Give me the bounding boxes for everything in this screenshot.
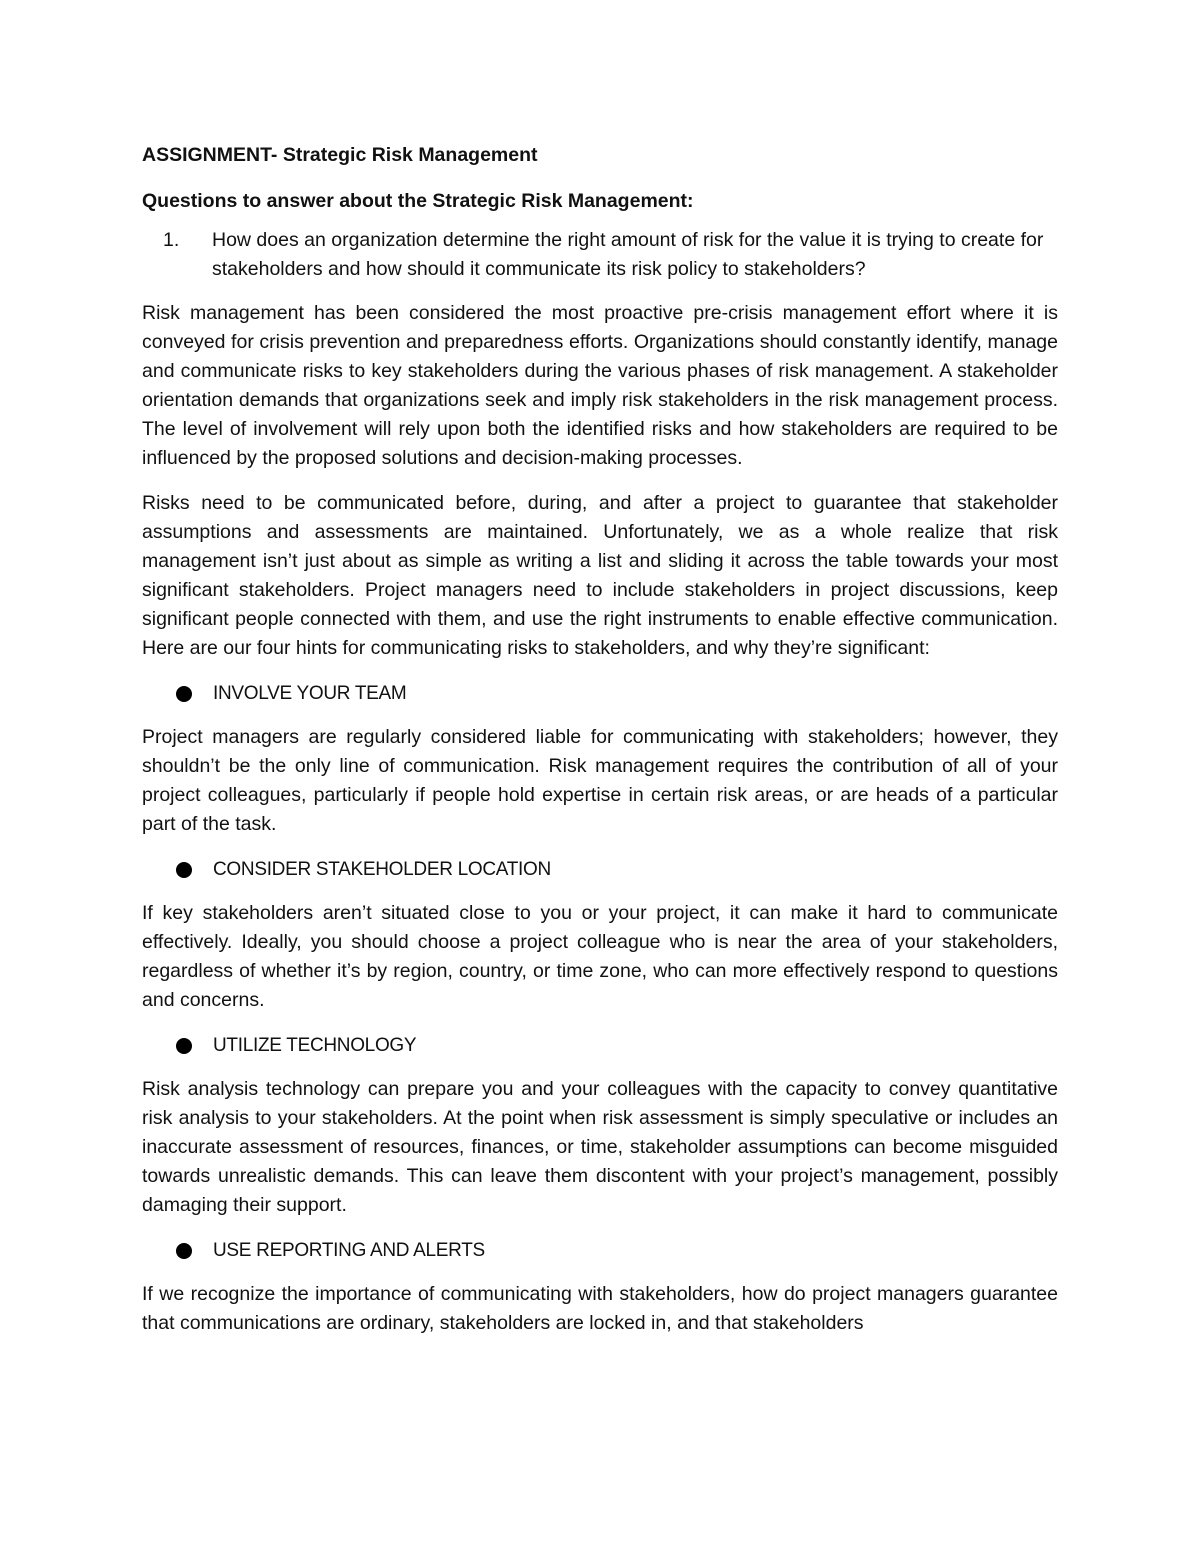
bullet-heading-text: CONSIDER STAKEHOLDER LOCATION	[213, 859, 551, 880]
bullet-dot-icon	[176, 1038, 192, 1054]
bullet-heading-utilize-technology	[142, 1031, 1058, 1061]
question-text: How does an organization determine the right amount of risk for the value it is trying to create for stakeholders and how should it communicate its risk policy to stakeholders?	[212, 229, 1044, 280]
section-paragraph-utilize-technology: Risk analysis technology can prepare you and your colleagues with the capacity to convey quantitative risk analysis to your stakeholders. At the point when risk assessment is simply speculative or includes an inaccurate assessment of resources, finances, or time, stakeholder assumptions can become misguided towards unrealistic demands. This can leave them discontent with your project’s management, possibly damaging their support.	[142, 1078, 1058, 1216]
bullet-dot-icon	[176, 686, 192, 702]
bullet-dot-icon	[176, 1243, 192, 1259]
paragraph-communication: Risks need to be communicated before, during, and after a project to guarantee that stakeholder assumptions and assessments are maintained. Unfortunately, we as a whole realize that risk management isn’t just about as simple as writing a list and sliding it across the table towards your most significant stakeholders. Project managers need to include stakeholders in project discussions, keep significant people connected with them, and use the right instruments to enable effective communication. Here are our four hints for communicating risks to stakeholders, and why they’re significant:	[142, 492, 1058, 659]
question-item	[142, 226, 1058, 284]
bullet-heading-stakeholder-location	[142, 855, 1058, 885]
document-title: ASSIGNMENT- Strategic Risk Management	[142, 144, 538, 166]
bullet-dot-icon	[176, 862, 192, 878]
paragraph-intro: Risk management has been considered the most proactive pre-crisis management effort where it is conveyed for crisis prevention and preparedness efforts. Organizations should constantly identify, manage and communicate risks to key stakeholders during the various phases of risk management. A stakeholder orientation demands that organizations seek and imply risk stakeholders in the risk management process. The level of involvement will rely upon both the identified risks and how stakeholders are required to be influenced by the proposed solutions and decision-making processes.	[142, 302, 1058, 469]
question-number: 1.	[163, 229, 180, 251]
section-paragraph-stakeholder-location: If key stakeholders aren’t situated close to you or your project, it can make it hard to communicate effectively. Ideally, you should choose a project colleague who is near the area of your stakeholders, regardless of whether it’s by region, country, or time zone, who can more effectively respond to questions and concerns.	[142, 902, 1058, 1011]
bullet-heading-involve-team	[142, 679, 1058, 709]
section-paragraph-reporting-alerts: If we recognize the importance of communicating with stakeholders, how do project managers guarantee that communications are ordinary, stakeholders are locked in, and that stakeholders	[142, 1283, 1058, 1334]
document-subtitle: Questions to answer about the Strategic Risk Management:	[142, 190, 694, 212]
bullet-heading-text: INVOLVE YOUR TEAM	[213, 683, 407, 704]
section-paragraph-involve-team: Project managers are regularly considered liable for communicating with stakeholders; however, they shouldn’t be the only line of communication. Risk management requires the contribution of all of your project colleagues, particularly if people hold expertise in certain risk areas, or are heads of a particular part of the task.	[142, 726, 1058, 835]
bullet-heading-text: UTILIZE TECHNOLOGY	[213, 1035, 417, 1056]
bullet-heading-reporting-alerts	[142, 1236, 1058, 1266]
bullet-heading-text: USE REPORTING AND ALERTS	[213, 1240, 485, 1261]
document-page	[142, 140, 1058, 1354]
